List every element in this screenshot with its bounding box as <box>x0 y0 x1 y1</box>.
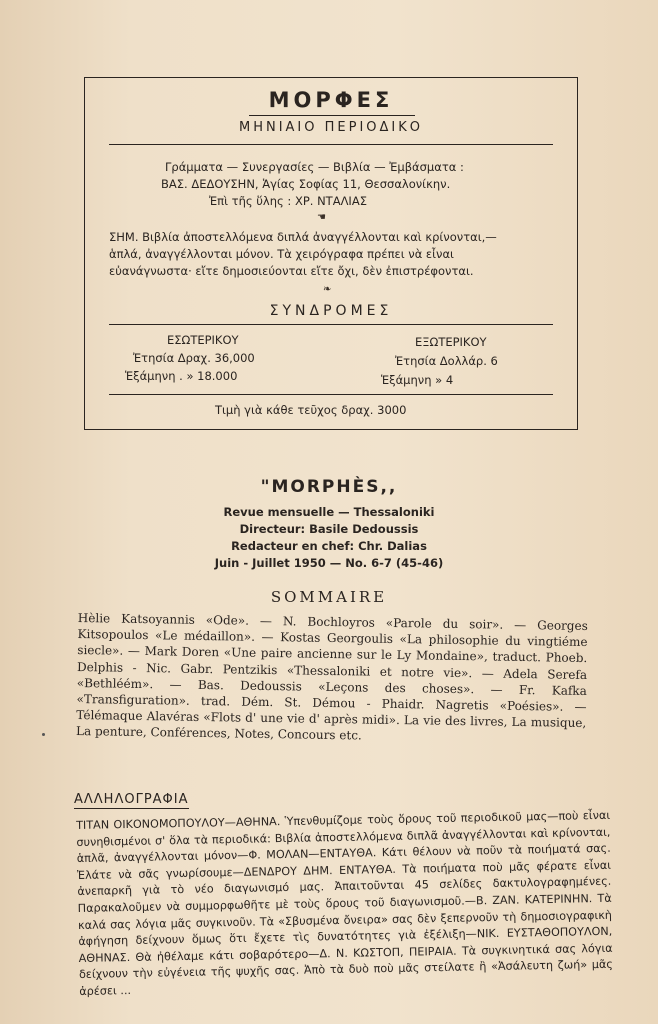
note-line-3: εὐανάγνωστα· εἴτε δημοσιεύονται εἴτε ὄχι, δὲν ἐπιστρέφονται. <box>109 264 474 278</box>
foreign-label: ΕΞΩΤΕΡΙΚΟΥ <box>415 335 487 349</box>
price-divider <box>109 394 553 395</box>
subscriptions-divider <box>109 324 553 325</box>
info-line-1: Γράμματα — Συνεργασίες — Βιβλία — Ἐμβάσματα : <box>165 160 464 174</box>
french-title: "MORPHÈS,, <box>260 477 398 497</box>
domestic-half: Ἑξάμηνη . » 18.000 <box>125 369 238 383</box>
foreign-annual: Ἐτησία Δολλάρ. 6 <box>395 354 498 368</box>
french-line-1: Revue mensuelle — Thessaloniki <box>223 505 435 519</box>
note-line-1: ΣΗΜ. Βιβλία ἀποστελλόμενα διπλά ἀναγγέλλονται καὶ κρίνονται,— <box>109 230 497 244</box>
french-line-2: Directeur: Basile Dedoussis <box>239 522 419 536</box>
magazine-subtitle: ΜΗΝΙΑΙΟ ΠΕΡΙΟΔΙΚΟ <box>238 120 424 135</box>
price-per-issue: Τιμὴ γιὰ κάθε τεῦχος δραχ. 3000 <box>215 403 407 417</box>
domestic-annual: Ἐτησία Δραχ. 36,000 <box>133 351 255 365</box>
ornament-hand-icon: ☚ <box>317 212 326 223</box>
header-divider <box>109 144 553 145</box>
info-line-2: ΒΑΣ. ΔΕΔΟΥΣΗΝ, Ἁγίας Σοφίας 11, Θεσσαλονίκην. <box>161 177 451 191</box>
domestic-label: ΕΣΩΤΕΡΙΚΟΥ <box>167 333 239 347</box>
magazine-title: ΜΟΡΦΕΣ <box>268 88 394 112</box>
subscriptions-title: ΣΥΝΔΡΟΜΕΣ <box>269 303 393 319</box>
correspondence-text: ΤΙΤΑΝ ΟΙΚΟΝΟΜΟΠΟΥΛΟΥ—ΑΘΗΝΑ. Ὑπενθυμίζομε τοὺς ὅρους τοῦ περιοδικοῦ μας—ποὺ εἶναι συνηθισμένοι σ' ὅλα τὰ περιοδικά: Βιβλία ἀποστελλόμενα διπλᾶ ἀναγγέλλονται καὶ κρίνονται, ἁπλᾶ, ἀναγγέλλονται μόνον—Φ. ΜΟΛΑΝ—ΕΝΤΑΥΘΑ. Κάτι θέλουν νὰ ποῦν τὰ ποιήματά σας. Ἐλάτε νὰ σᾶς γνωρίσουμε—ΔΕΝΔΡΟΥ ΔΗΜ. ΕΝΤΑΥΘΑ. Τὰ ποιήματα ποὺ μᾶς φέρατε εἶναι ἀνεπαρκῆ γιὰ τὸ νέο διαγωνισμό μας. Ἀπαιτοῦνται 45 σελίδες δακτυλογραφημένες. Παρακαλοῦμεν νὰ συμμορφωθῆτε μὲ τοὺς ὅρους τοῦ διαγωνισμοῦ.—Β. ΖΑΝ. ΚΑΤΕΡΙΝΗΝ. Τὰ καλά σας λόγια μᾶς συγκινοῦν. Τὰ «Σβυσμένα ὄνειρα» σας δὲν ξεπερνοῦν τὴ δημοσιογραφικὴ ἀφήγηση δείχνουν ὅμως ὅτι ἔχετε τὶς δυνατότητες γιὰ ἐξέλιξη—ΝΙΚ. ΕΥΣΤΑΘΟΠΟΥΛΟΝ, ΑΘΗΝΑΣ. Θὰ ἠθέλαμε κάτι σοβαρότερο—Δ. Ν. ΚΩΣΤΟΠ, ΠΕΙΡΑΙΑ. Τὰ συγκινητικά σας λόγια δείχνουν τὴν εὐγένεια τῆς ψυχῆς σας. Ἀπὸ τὰ δυὸ ποὺ μᾶς στείλατε ἢ «Ἀσάλευτη ζωή» μᾶς ἀρέσει ... <box>76 808 614 998</box>
correspondence-title: ΑΛΛΗΛΟΓΡΑΦΙΑ <box>74 792 189 807</box>
foreign-half: Ἑξάμηνη » 4 <box>381 373 454 387</box>
sommaire-text: Hèlie Katsoyannis «Ode». — N. Bochloyros «Parole du soir». — Georges Kitsopoulos «Le médaillon». — Kostas Georgoulis «La philosophie du vingtiéme siecle». — Mark Doren «Une paire ancienne sur le Ly Mondaine», traduct. Phoeb. Delphis - Nic. Gabr. Pentzikis «Thessaloniki et notre vie». — Adela Serefa «Bethléém». — Bas. Dedoussis «Leçons des choses». — Fr. Kafka «Transfiguration». trad. Dém. St. Démou - Phaidr. Nagretis «Poésies». — Télémaque Alavéras «Flots d' une vie d' après midi». La vie des livres, La musique, La penture, Conférences, Notes, Concours etc. <box>75 610 588 743</box>
info-line-3: Ἐπὶ τῆς ὕλης : ΧΡ. ΝΤΑΛΙΑΣ <box>209 194 367 208</box>
ornament-flourish-icon: ❧ <box>323 284 332 295</box>
french-line-3: Redacteur en chef: Chr. Dalias <box>231 539 427 553</box>
masthead-box <box>84 77 578 430</box>
french-line-4: Juin - Juillet 1950 — No. 6-7 (45-46) <box>214 556 444 570</box>
paper-speck <box>42 733 45 736</box>
note-line-2: ἁπλά, ἀναγγέλλονται μόνον. Τὰ χειρόγραφα πρέπει νὰ εἶναι <box>109 247 454 261</box>
sommaire-title: SOMMAIRE <box>270 588 388 606</box>
title-underline <box>249 115 415 116</box>
